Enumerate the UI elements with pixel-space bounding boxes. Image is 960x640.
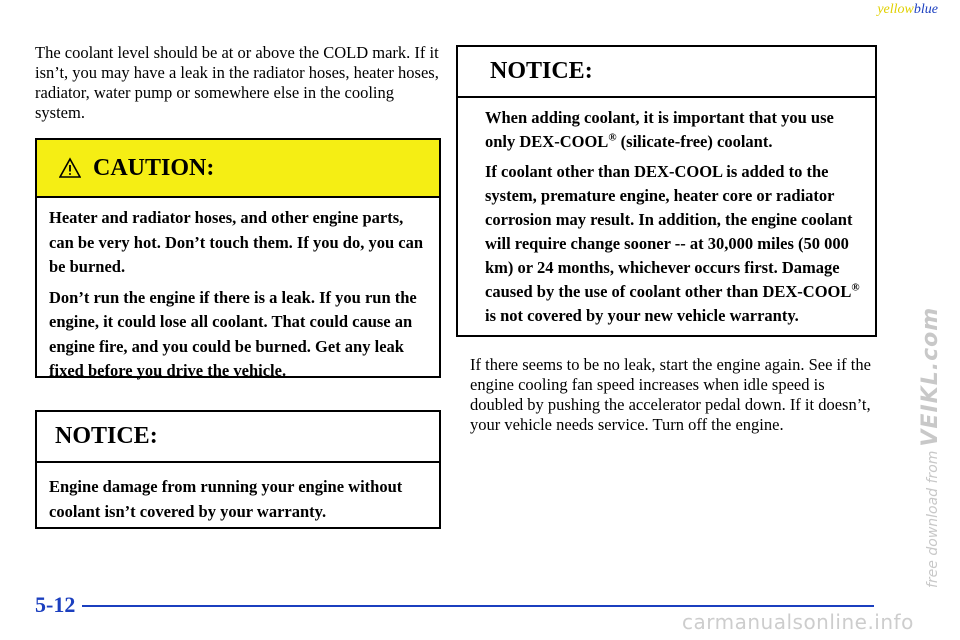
warning-triangle-icon xyxy=(59,157,81,179)
notice-title-right: NOTICE: xyxy=(490,58,593,84)
site-watermark: carmanualsonline.info xyxy=(682,610,914,634)
tag-blue: blue xyxy=(913,2,938,17)
notice-paragraph-right-1 xyxy=(485,106,863,154)
notice-box-left xyxy=(35,410,441,529)
caution-box xyxy=(35,138,441,378)
caution-header xyxy=(37,140,439,198)
caution-paragraph-1: Heater and radiator hoses, and other engine parts, can be very hot. Don’t touch them. If you do, you can be burned. xyxy=(49,208,424,276)
notice-text-2a: If coolant other than DEX-COOL is added to the system, premature engine, heater core or radiator corrosion may result. In addition, the engine coolant will require change sooner -- at 30,000 miles (50 000 km) or 24 months, whichever occurs first. Damage caused by the use of coolant other than DEX-COOL xyxy=(485,162,853,301)
registered-mark-2: ® xyxy=(851,281,860,294)
watermark-brand: VEIKL.com xyxy=(918,306,943,447)
notice-title-left: NOTICE: xyxy=(55,423,158,449)
notice-header-right xyxy=(458,47,875,98)
notice-text-1b: (silicate-free) coolant. xyxy=(616,132,773,151)
notice-header-left xyxy=(37,412,439,463)
notice-text-1a: When adding coolant, it is important that you use only DEX-COOL xyxy=(485,108,834,151)
leak-check-paragraph: If there seems to be no leak, start the engine again. See if the engine cooling fan speed increases when idle speed is doubled by pushing the accelerator pedal down. If it doesn’t, your vehicle needs service. Turn off the engine. xyxy=(470,355,871,434)
notice-text-2b: is not covered by your new vehicle warranty. xyxy=(485,306,799,325)
notice-paragraph-right-2 xyxy=(485,160,863,328)
notice-paragraph-left: Engine damage from running your engine without coolant isn’t covered by your warranty. xyxy=(49,477,403,521)
caution-paragraph-2: Don’t run the engine if there is a leak. If you run the engine, it could lose all coolant. That could cause an engine fire, and you could be burned. Get any leak fixed before you drive the vehicle. xyxy=(49,287,417,380)
intro-paragraph: The coolant level should be at or above the COLD mark. If it isn’t, you may have a leak in the radiator hoses, heater hoses, radiator, water pump or somewhere else in the cooling system. xyxy=(35,43,439,122)
notice-box-right xyxy=(456,45,877,337)
registered-mark-1: ® xyxy=(608,131,617,144)
watermark-prefix: free download from xyxy=(925,450,941,588)
notice-body-right xyxy=(458,98,875,328)
caution-body xyxy=(37,198,439,384)
footer-rule xyxy=(82,605,874,607)
caution-title: CAUTION: xyxy=(93,154,215,181)
notice-body-left xyxy=(37,463,439,524)
page-number: 5-12 xyxy=(35,592,76,617)
tag-yellow: yellow xyxy=(877,2,914,17)
page-color-tag xyxy=(877,2,938,18)
